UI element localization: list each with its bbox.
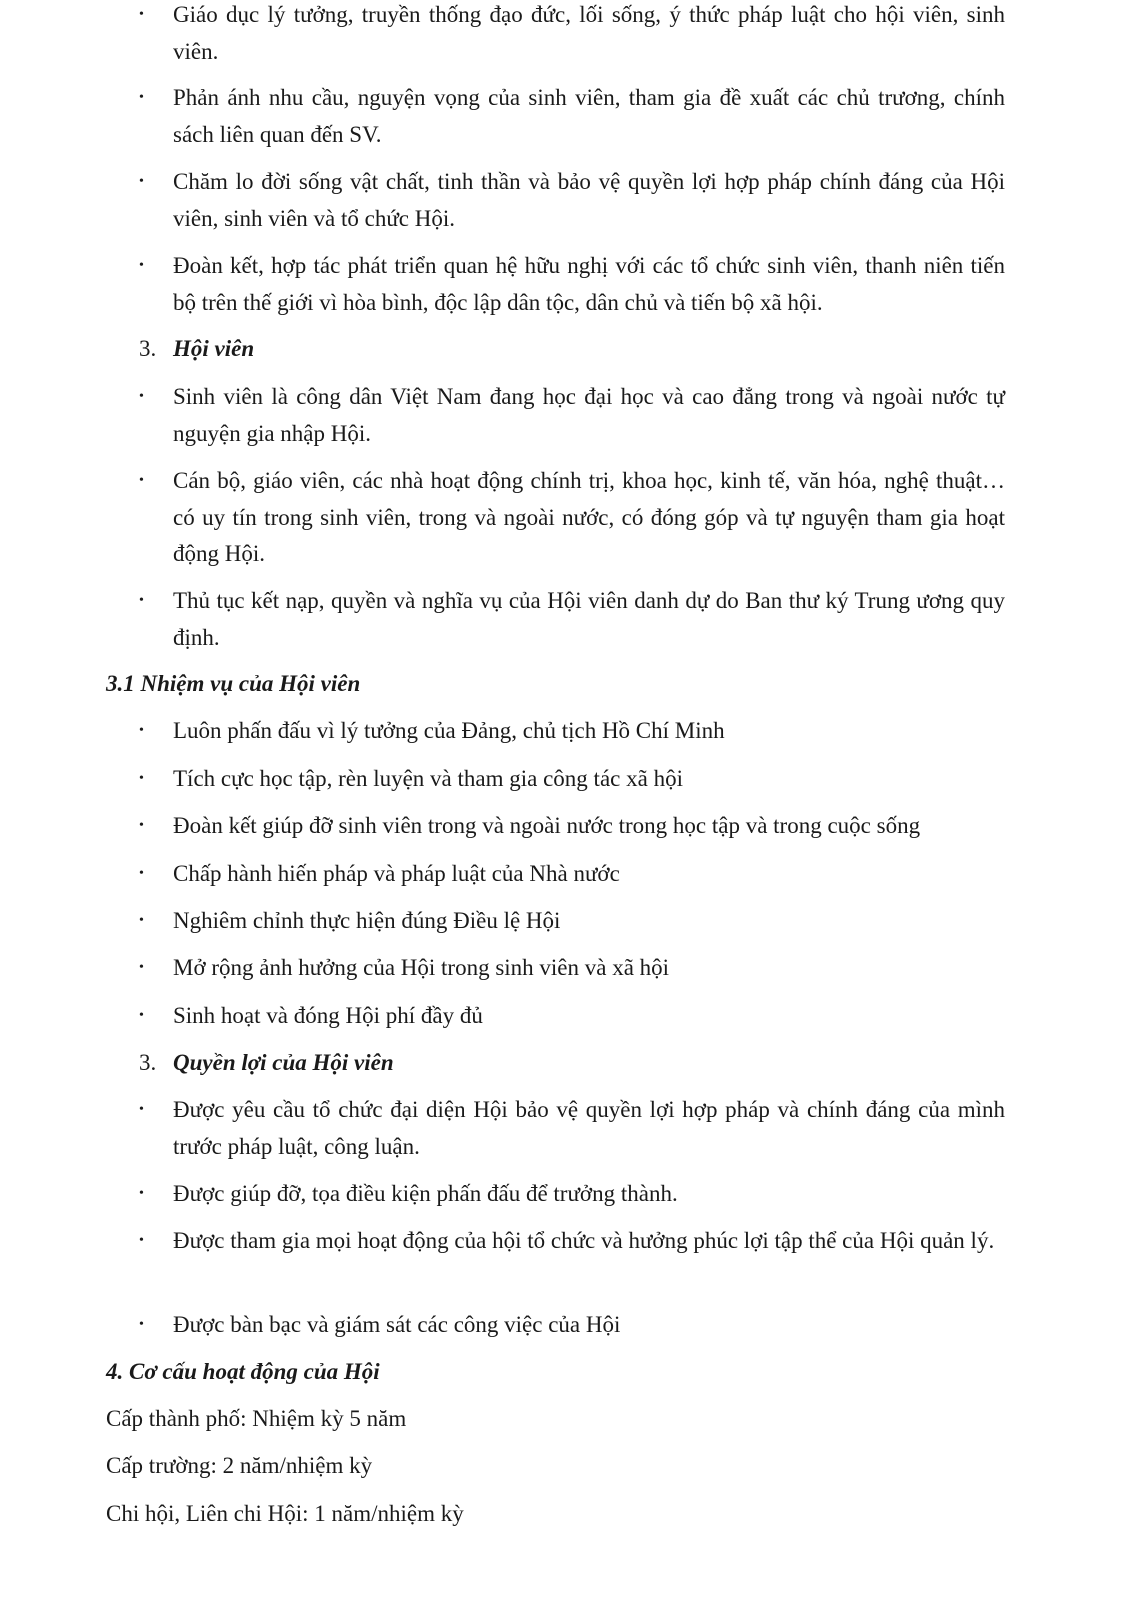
list-item-text: Được giúp đỡ, tọa điều kiện phấn đấu để trưởng thành. <box>173 1181 678 1206</box>
section-title: Hội viên <box>173 336 255 361</box>
bullet-icon: • <box>139 1186 144 1201</box>
bullet-icon: • <box>139 258 144 273</box>
bullet-icon: • <box>139 723 144 738</box>
bullet-icon: • <box>139 866 144 881</box>
list-item-text: Tích cực học tập, rèn luyện và tham gia công tác xã hội <box>173 766 683 791</box>
list-item-text: Sinh viên là công dân Việt Nam đang học đại học và cao đẳng trong và ngoài nước tự nguyện gia nhập Hội. <box>173 384 1005 446</box>
bullet-icon: • <box>139 90 144 105</box>
section-number: 3. <box>139 1050 157 1075</box>
paragraph-line: Chi hội, Liên chi Hội: 1 năm/nhiệm kỳ <box>106 1501 464 1526</box>
list-item-text: Phản ánh nhu cầu, nguyện vọng của sinh viên, tham gia đề xuất các chủ trương, chính sách liên quan đến SV. <box>173 85 1005 147</box>
bullet-icon: • <box>139 818 144 833</box>
bullet-icon: • <box>139 1008 144 1023</box>
list-item-text: Thủ tục kết nạp, quyền và nghĩa vụ của Hội viên danh dự do Ban thư ký Trung ương quy định. <box>173 588 1005 650</box>
list-item-text: Được bàn bạc và giám sát các công việc của Hội <box>173 1312 621 1337</box>
section-title: Quyền lợi của Hội viên <box>173 1050 394 1075</box>
section-heading-nhiem-vu: 3.1 Nhiệm vụ của Hội viên <box>106 671 361 696</box>
list-item-text: Mở rộng ảnh hưởng của Hội trong sinh viên và xã hội <box>173 955 670 980</box>
paragraph-line: Cấp trường: 2 năm/nhiệm kỳ <box>106 1453 373 1478</box>
list-item-text: Chăm lo đời sống vật chất, tinh thần và bảo vệ quyền lợi hợp pháp chính đáng của Hội viên, sinh viên và tổ chức Hội. <box>173 169 1005 231</box>
bullet-icon: • <box>139 1317 144 1332</box>
list-item-text: Đoàn kết, hợp tác phát triển quan hệ hữu nghị với các tổ chức sinh viên, thanh niên tiến bộ trên thế giới vì hòa bình, độc lập dân tộc, dân chủ và tiến bộ xã hội. <box>173 253 1005 315</box>
list-item-text: Giáo dục lý tưởng, truyền thống đạo đức, lối sống, ý thức pháp luật cho hội viên, sinh viên. <box>173 2 1005 64</box>
section-heading-co-cau: 4. Cơ cấu hoạt động của Hội <box>106 1359 380 1384</box>
bullet-icon: • <box>139 174 144 189</box>
bullet-icon: • <box>139 771 144 786</box>
list-item-text: Được tham gia mọi hoạt động của hội tổ chức và hưởng phúc lợi tập thể của Hội quản lý. <box>173 1228 995 1253</box>
list-item-text: Sinh hoạt và đóng Hội phí đầy đủ <box>173 1003 483 1028</box>
bullet-icon: • <box>139 1233 144 1248</box>
bullet-icon: • <box>139 1102 144 1117</box>
section-number: 3. <box>139 336 157 361</box>
bullet-icon: • <box>139 960 144 975</box>
bullet-icon: • <box>139 593 144 608</box>
bullet-icon: • <box>139 473 144 488</box>
list-item-text: Luôn phấn đấu vì lý tưởng của Đảng, chủ tịch Hồ Chí Minh <box>173 718 725 743</box>
list-item-text: Cán bộ, giáo viên, các nhà hoạt động chính trị, khoa học, kinh tế, văn hóa, nghệ thuật… có uy tín trong sinh viên, trong và ngoài nước, có đóng góp và tự nguyện tham gia hoạt động Hội. <box>173 468 1005 566</box>
bullet-icon: • <box>139 389 144 404</box>
list-item-text: Đoàn kết giúp đỡ sinh viên trong và ngoài nước trong học tập và trong cuộc sống <box>173 813 921 838</box>
list-item-text: Được yêu cầu tổ chức đại diện Hội bảo vệ quyền lợi hợp pháp và chính đáng của mình trước pháp luật, công luận. <box>173 1097 1005 1159</box>
list-item-text: Nghiêm chỉnh thực hiện đúng Điều lệ Hội <box>173 908 561 933</box>
list-item-text: Chấp hành hiến pháp và pháp luật của Nhà nước <box>173 861 620 886</box>
bullet-icon: • <box>139 913 144 928</box>
bullet-icon: • <box>139 7 144 22</box>
paragraph-line: Cấp thành phố: Nhiệm kỳ 5 năm <box>106 1406 407 1431</box>
